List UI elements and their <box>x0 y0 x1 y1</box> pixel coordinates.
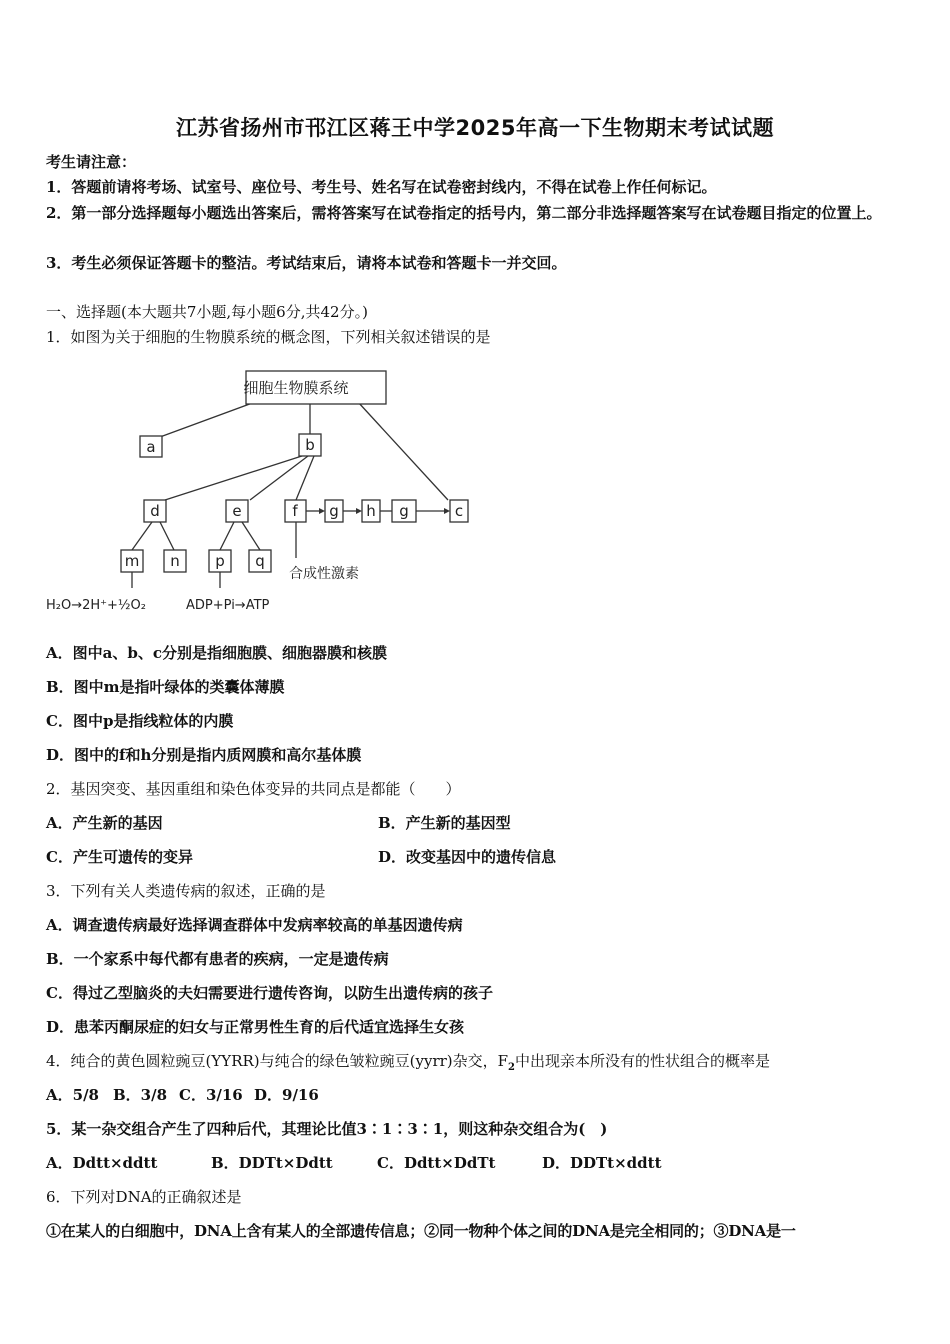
diagram-node-n: n <box>170 552 180 570</box>
notice-item-2: 2．第一部分选择题每小题选出答案后，需将答案写在试卷指定的括号内，第二部分非选择题答案写在试卷题目指定的位置上。 <box>46 204 882 222</box>
membrane-concept-diagram <box>40 362 480 620</box>
q1-option-a: A．图中a、b、c分别是指细胞膜、细胞器膜和核膜 <box>46 644 387 662</box>
q2-option-b: B．产生新的基因型 <box>378 814 511 832</box>
question-6-statements: ①在某人的白细胞中，DNA上含有某人的全部遗传信息；②同一物种个体之间的DNA是完全相同的；③DNA是一 <box>46 1222 796 1240</box>
question-3-stem: 3．下列有关人类遗传病的叙述，正确的是 <box>46 882 326 900</box>
q5-option-d: D．DDTt×ddtt <box>542 1154 662 1172</box>
diagram-node-f: f <box>292 502 298 520</box>
diagram-water-equation: H₂O→2H⁺+½O₂ <box>46 598 146 613</box>
q1-option-d: D．图中的f和h分别是指内质网膜和高尔基体膜 <box>46 746 362 764</box>
diagram-node-g-second: g <box>399 502 409 520</box>
diagram-node-b: b <box>305 436 315 454</box>
question-6-stem: 6．下列对DNA的正确叙述是 <box>46 1188 242 1206</box>
diagram-node-q: q <box>255 552 265 570</box>
diagram-node-g: g <box>329 502 339 520</box>
diagram-atp-equation: ADP+Pi→ATP <box>186 598 270 613</box>
q4-option-b: B．3/8 <box>113 1086 168 1104</box>
q3-option-a: A．调查遗传病最好选择调查群体中发病率较高的单基因遗传病 <box>46 916 463 934</box>
diagram-node-m: m <box>124 552 140 570</box>
q4-stem-pre: 4．纯合的黄色圆粒豌豆(YYRR)与纯合的绿色皱粒豌豆(yyrr)杂交，F <box>46 1052 509 1070</box>
question-4-stem <box>46 1051 770 1078</box>
q3-option-b: B．一个家系中每代都有患者的疾病，一定是遗传病 <box>46 950 389 968</box>
notice-heading: 考生请注意： <box>46 153 137 171</box>
diagram-node-h: h <box>366 502 376 520</box>
q1-option-b: B．图中m是指叶绿体的类囊体薄膜 <box>46 678 285 696</box>
diagram-hormone-label: 合成性激素 <box>289 566 359 582</box>
section-heading: 一、选择题(本大题共7小题,每小题6分,共42分。) <box>46 303 368 321</box>
q5-option-c: C．Ddtt×DdTt <box>377 1154 496 1172</box>
page-title: 江苏省扬州市邗江区蒋王中学2025年高一下生物期末考试试题 <box>176 116 774 140</box>
diagram-node-d: d <box>150 502 160 520</box>
q2-option-d: D．改变基因中的遗传信息 <box>378 848 557 866</box>
q2-option-c: C．产生可遗传的变异 <box>46 848 193 866</box>
diagram-root-label: 细胞生物膜系统 <box>243 379 349 397</box>
q3-option-c: C．得过乙型脑炎的夫妇需要进行遗传咨询，以防生出遗传病的孩子 <box>46 984 493 1002</box>
diagram-node-e: e <box>232 502 242 520</box>
notice-item-1: 1．答题前请将考场、试室号、座位号、考生号、姓名写在试卷密封线内，不得在试卷上作任何标记。 <box>46 178 717 196</box>
q4-stem-post: 中出现亲本所没有的性状组合的概率是 <box>515 1052 771 1070</box>
q5-option-b: B．DDTt×Ddtt <box>211 1154 333 1172</box>
q3-option-d: D．患苯丙酮尿症的妇女与正常男性生育的后代适宜选择生女孩 <box>46 1018 465 1036</box>
q5-option-a: A．Ddtt×ddtt <box>46 1154 158 1172</box>
question-1-stem: 1．如图为关于细胞的生物膜系统的概念图，下列相关叙述错误的是 <box>46 328 491 346</box>
q4-option-d: D．9/16 <box>254 1086 319 1104</box>
diagram-node-c: c <box>454 502 464 520</box>
q4-option-a: A．5/8 <box>46 1086 99 1104</box>
diagram-node-p: p <box>215 552 225 570</box>
diagram-node-a: a <box>146 438 156 456</box>
question-2-stem: 2．基因突变、基因重组和染色体变异的共同点是都能（ ） <box>46 780 461 798</box>
question-5-stem: 5．某一杂交组合产生了四种后代，其理论比值3∶1∶3∶1，则这种杂交组合为( ) <box>46 1120 608 1138</box>
q4-option-c: C．3/16 <box>179 1086 243 1104</box>
q1-option-c: C．图中p是指线粒体的内膜 <box>46 712 234 730</box>
q2-option-a: A．产生新的基因 <box>46 814 163 832</box>
q4-stem-sub: 2 <box>508 1062 516 1073</box>
notice-item-3: 3．考生必须保证答题卡的整洁。考试结束后，请将本试卷和答题卡一并交回。 <box>46 254 567 272</box>
